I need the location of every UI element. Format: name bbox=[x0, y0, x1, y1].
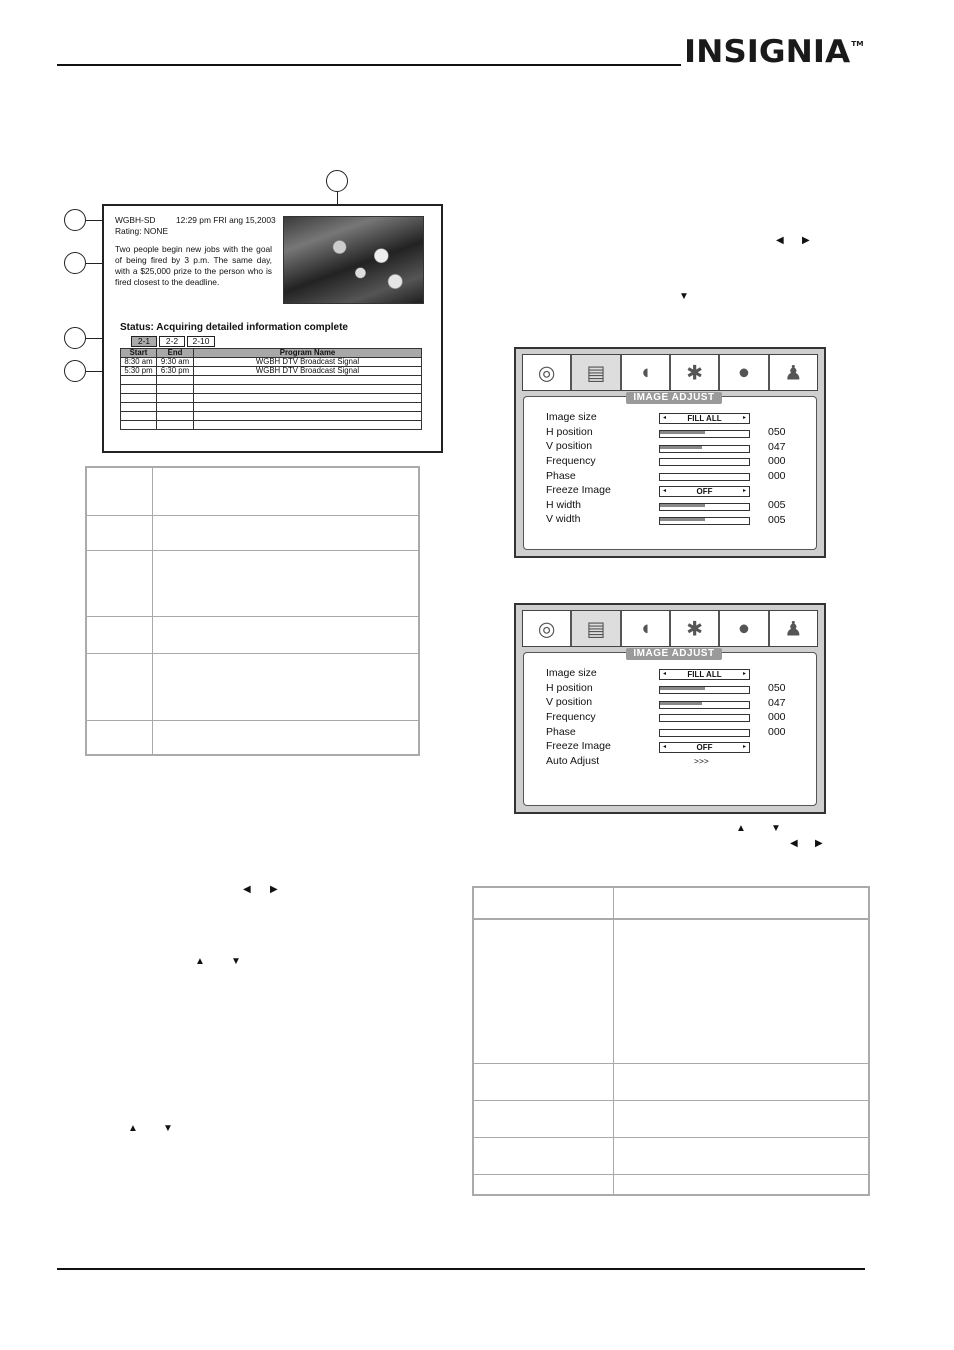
right-arrow-icon: ▶ bbox=[270, 884, 278, 895]
image-adjust-menu-1 bbox=[514, 347, 826, 558]
menu-item-label: Auto Adjust bbox=[546, 754, 600, 767]
callout-circle-4 bbox=[64, 360, 86, 382]
menu-item-value: 050 bbox=[768, 681, 786, 694]
menu-item-label: V position bbox=[546, 696, 593, 708]
guide-tab-2-1[interactable]: 2-1 bbox=[131, 336, 157, 347]
v-position-slider[interactable] bbox=[659, 445, 750, 453]
parental-icon[interactable]: ♟ bbox=[784, 362, 803, 384]
channel-icon[interactable]: ● bbox=[720, 355, 769, 390]
h-position-slider[interactable] bbox=[659, 686, 750, 694]
col-header-end: End bbox=[157, 349, 194, 358]
menu-item-value: 047 bbox=[768, 696, 786, 709]
h-width-slider[interactable] bbox=[659, 503, 750, 511]
table-row bbox=[121, 421, 422, 430]
guide-description: Two people begin new jobs with the goal of being fired by 3 p.m. The same day, with a $25,000 prize to the person who is fired closest to the deadline. bbox=[115, 244, 272, 287]
h-position-slider[interactable] bbox=[659, 430, 750, 438]
menu-item-label: H position bbox=[546, 425, 593, 438]
menu-panel bbox=[523, 648, 817, 806]
image-size-select[interactable]: ◂ FILL ALL ▸ bbox=[659, 413, 750, 424]
table-divider bbox=[474, 1174, 868, 1175]
left-arrow-icon: ◀ bbox=[790, 838, 798, 849]
left-arrow-icon: ◀ bbox=[243, 884, 251, 895]
v-width-slider[interactable] bbox=[659, 517, 750, 525]
down-arrow-icon: ▼ bbox=[679, 291, 689, 302]
menu-item-value: 050 bbox=[768, 425, 786, 438]
right-arrow-icon: ▶ bbox=[802, 235, 810, 246]
setup-icon[interactable]: ✱ bbox=[671, 355, 720, 390]
table-divider bbox=[87, 515, 418, 516]
table-divider bbox=[613, 888, 614, 1194]
callout-circle-3 bbox=[64, 327, 86, 349]
guide-channel: WGBH-SD bbox=[115, 215, 156, 225]
table-divider bbox=[474, 1063, 868, 1064]
insignia-logo: INSIGNIA™ bbox=[684, 34, 864, 70]
freeze-image-select[interactable]: ◂ OFF ▸ bbox=[659, 742, 750, 753]
table-row bbox=[121, 412, 422, 421]
freeze-image-select[interactable]: ◂ OFF ▸ bbox=[659, 486, 750, 497]
table-cell: 5:30 pm bbox=[121, 367, 157, 376]
guide-tab-2-2[interactable]: 2-2 bbox=[159, 336, 185, 347]
menu-title: IMAGE ADJUST bbox=[626, 648, 722, 660]
table-row[interactable] bbox=[121, 367, 422, 376]
table-cell: WGBH DTV Broadcast Signal bbox=[194, 358, 422, 367]
image-adjust-icon[interactable]: ▤ bbox=[572, 611, 621, 646]
table-row bbox=[121, 403, 422, 412]
table-divider bbox=[87, 653, 418, 654]
menu-item-label: V width bbox=[546, 513, 581, 525]
v-position-slider[interactable] bbox=[659, 701, 750, 709]
callout-circle-2 bbox=[64, 252, 86, 274]
guide-datetime: 12:29 pm FRI ang 15,2003 bbox=[176, 215, 276, 225]
menu-item-label: H position bbox=[546, 681, 593, 694]
menu-item-value: 047 bbox=[768, 440, 786, 453]
menu-item-value: 000 bbox=[768, 726, 786, 738]
channel-icon[interactable]: ● bbox=[720, 611, 769, 646]
menu-item-value: 000 bbox=[768, 470, 786, 482]
menu-item-label: H width bbox=[546, 498, 582, 511]
left-arrow-icon: ◀ bbox=[776, 235, 784, 246]
audio-icon[interactable]: ◖ bbox=[622, 355, 671, 390]
down-arrow-icon: ▼ bbox=[231, 956, 241, 967]
table-row bbox=[121, 376, 422, 385]
footer-rule bbox=[57, 1268, 865, 1270]
menu-icon-bar bbox=[522, 610, 818, 647]
auto-adjust-action[interactable]: >>> bbox=[694, 756, 709, 766]
image-adjust-menu-2 bbox=[514, 603, 826, 814]
menu-item-label: Image size bbox=[546, 411, 597, 423]
frequency-slider[interactable] bbox=[659, 714, 750, 722]
menu-title: IMAGE ADJUST bbox=[626, 392, 722, 404]
menu-item-label: Phase bbox=[546, 469, 576, 482]
down-arrow-icon: ▼ bbox=[163, 1123, 173, 1134]
picture-icon[interactable]: ◎ bbox=[523, 611, 572, 646]
table-cell: 6:30 pm bbox=[157, 367, 194, 376]
table-cell: WGBH DTV Broadcast Signal bbox=[194, 367, 422, 376]
table-divider bbox=[474, 918, 868, 920]
table-divider bbox=[474, 1137, 868, 1138]
table-row bbox=[121, 394, 422, 403]
table-divider bbox=[87, 550, 418, 551]
menu-item-label: Frequency bbox=[546, 454, 596, 467]
menu-panel bbox=[523, 392, 817, 550]
menu-item-label: Freeze Image bbox=[546, 740, 611, 752]
header-rule bbox=[57, 64, 681, 66]
col-header-program: Program Name bbox=[194, 349, 422, 358]
phase-slider[interactable] bbox=[659, 729, 750, 737]
settings-description-table bbox=[472, 886, 870, 1196]
menu-item-value: 005 bbox=[768, 513, 786, 526]
phase-slider[interactable] bbox=[659, 473, 750, 481]
table-divider bbox=[474, 1100, 868, 1101]
audio-icon[interactable]: ◖ bbox=[622, 611, 671, 646]
menu-item-value: 000 bbox=[768, 454, 786, 467]
frequency-slider[interactable] bbox=[659, 458, 750, 466]
table-cell: 8:30 am bbox=[121, 358, 157, 367]
guide-status: Status: Acquiring detailed information complete bbox=[120, 322, 348, 333]
image-size-select[interactable]: ◂ FILL ALL ▸ bbox=[659, 669, 750, 680]
program-guide-screen bbox=[102, 204, 443, 453]
setup-icon[interactable]: ✱ bbox=[671, 611, 720, 646]
table-row bbox=[121, 385, 422, 394]
table-divider bbox=[152, 468, 153, 754]
menu-item-label: V position bbox=[546, 440, 593, 452]
down-arrow-icon: ▼ bbox=[771, 823, 781, 834]
menu-item-label: Image size bbox=[546, 667, 597, 679]
up-arrow-icon: ▲ bbox=[736, 823, 746, 834]
up-arrow-icon: ▲ bbox=[128, 1123, 138, 1134]
table-cell: 9:30 am bbox=[157, 358, 194, 367]
menu-item-label: Phase bbox=[546, 725, 576, 738]
parental-icon[interactable]: ♟ bbox=[784, 618, 803, 640]
callout-circle-1 bbox=[64, 209, 86, 231]
guide-tab-2-10[interactable]: 2-10 bbox=[187, 336, 215, 347]
picture-icon[interactable]: ◎ bbox=[523, 355, 572, 390]
table-divider bbox=[87, 720, 418, 721]
guide-schedule-table bbox=[120, 348, 422, 430]
right-arrow-icon: ▶ bbox=[815, 838, 823, 849]
callout-circle-top bbox=[326, 170, 348, 192]
menu-item-value: 000 bbox=[768, 710, 786, 723]
menu-item-value: 005 bbox=[768, 498, 786, 511]
up-arrow-icon: ▲ bbox=[195, 956, 205, 967]
guide-program-image bbox=[283, 216, 424, 304]
menu-icon-bar bbox=[522, 354, 818, 391]
menu-item-label: Frequency bbox=[546, 710, 596, 723]
menu-item-label: Freeze Image bbox=[546, 484, 611, 496]
table-divider bbox=[87, 616, 418, 617]
guide-rating: Rating: NONE bbox=[115, 226, 169, 236]
callout-description-table bbox=[85, 466, 420, 756]
col-header-start: Start bbox=[121, 349, 157, 358]
image-adjust-icon[interactable]: ▤ bbox=[572, 355, 621, 390]
